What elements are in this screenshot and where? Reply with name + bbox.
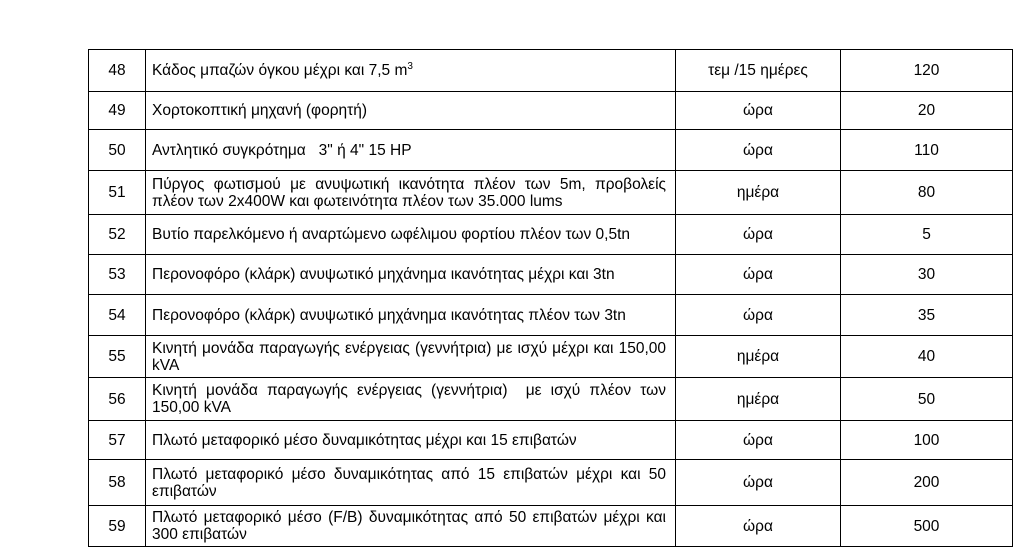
item-unit: ημέρα xyxy=(676,171,841,215)
item-number: 51 xyxy=(89,171,146,215)
item-description: Πύργος φωτισμού με ανυψωτική ικανότητα πλέον των 5m, προβολείς πλέον των 2x400W και φωτεινότητα πλέον των 35.000 lums xyxy=(146,171,676,215)
item-price: 20 xyxy=(841,92,1013,130)
table-row xyxy=(89,421,1013,460)
item-unit: ώρα xyxy=(676,421,841,460)
item-price: 500 xyxy=(841,506,1013,547)
table-row xyxy=(89,130,1013,171)
item-price: 35 xyxy=(841,295,1013,336)
item-unit: ώρα xyxy=(676,460,841,506)
item-number: 53 xyxy=(89,255,146,295)
unit-superscript: 3 xyxy=(407,60,413,72)
item-description: Περονοφόρο (κλάρκ) ανυψωτικό μηχάνημα ικανότητας μέχρι και 3tn xyxy=(146,255,676,295)
item-description: Περονοφόρο (κλάρκ) ανυψωτικό μηχάνημα ικανότητας πλέον των 3tn xyxy=(146,295,676,336)
table-row xyxy=(89,171,1013,215)
item-price: 80 xyxy=(841,171,1013,215)
item-number: 58 xyxy=(89,460,146,506)
item-price: 200 xyxy=(841,460,1013,506)
table-row xyxy=(89,50,1013,92)
item-price: 40 xyxy=(841,336,1013,378)
item-description: Αντλητικό συγκρότημα 3" ή 4" 15 HP xyxy=(146,130,676,171)
item-unit: ώρα xyxy=(676,215,841,255)
item-description: Κινητή μονάδα παραγωγής ενέργειας (γεννήτρια) με ισχύ πλέον των 150,00 kVA xyxy=(146,378,676,421)
table-row xyxy=(89,336,1013,378)
item-description: Πλωτό μεταφορικό μέσο δυναμικότητας από 15 επιβατών μέχρι και 50 επιβατών xyxy=(146,460,676,506)
item-unit: ώρα xyxy=(676,255,841,295)
item-unit: ημέρα xyxy=(676,378,841,421)
item-price: 30 xyxy=(841,255,1013,295)
price-table xyxy=(88,49,1013,547)
table-row xyxy=(89,506,1013,547)
item-unit: ώρα xyxy=(676,295,841,336)
item-price: 50 xyxy=(841,378,1013,421)
item-description: Χορτοκοπτική μηχανή (φορητή) xyxy=(146,92,676,130)
item-number: 57 xyxy=(89,421,146,460)
item-description: Πλωτό μεταφορικό μέσο (F/B) δυναμικότητας από 50 επιβατών μέχρι και 300 επιβατών xyxy=(146,506,676,547)
item-description xyxy=(146,50,676,92)
table-row xyxy=(89,215,1013,255)
table-row xyxy=(89,92,1013,130)
item-description-text: Κάδος μπαζών όγκου μέχρι και 7,5 m xyxy=(152,62,408,79)
item-price: 100 xyxy=(841,421,1013,460)
item-price: 110 xyxy=(841,130,1013,171)
item-number: 49 xyxy=(89,92,146,130)
item-unit: ώρα xyxy=(676,92,841,130)
item-unit: ώρα xyxy=(676,130,841,171)
table-row xyxy=(89,378,1013,421)
table-row xyxy=(89,295,1013,336)
item-number: 52 xyxy=(89,215,146,255)
item-price: 5 xyxy=(841,215,1013,255)
item-number: 59 xyxy=(89,506,146,547)
item-unit: ώρα xyxy=(676,506,841,547)
table-row xyxy=(89,255,1013,295)
table-row xyxy=(89,460,1013,506)
item-price: 120 xyxy=(841,50,1013,92)
item-number: 56 xyxy=(89,378,146,421)
item-description: Βυτίο παρελκόμενο ή αναρτώμενο ωφέλιμου φορτίου πλέον των 0,5tn xyxy=(146,215,676,255)
item-description: Κινητή μονάδα παραγωγής ενέργειας (γεννήτρια) με ισχύ μέχρι και 150,00 kVA xyxy=(146,336,676,378)
item-number: 54 xyxy=(89,295,146,336)
item-unit: ημέρα xyxy=(676,336,841,378)
item-number: 48 xyxy=(89,50,146,92)
item-number: 55 xyxy=(89,336,146,378)
item-unit: τεμ /15 ημέρες xyxy=(676,50,841,92)
item-description: Πλωτό μεταφορικό μέσο δυναμικότητας μέχρι και 15 επιβατών xyxy=(146,421,676,460)
item-number: 50 xyxy=(89,130,146,171)
price-table-body xyxy=(89,50,1013,547)
